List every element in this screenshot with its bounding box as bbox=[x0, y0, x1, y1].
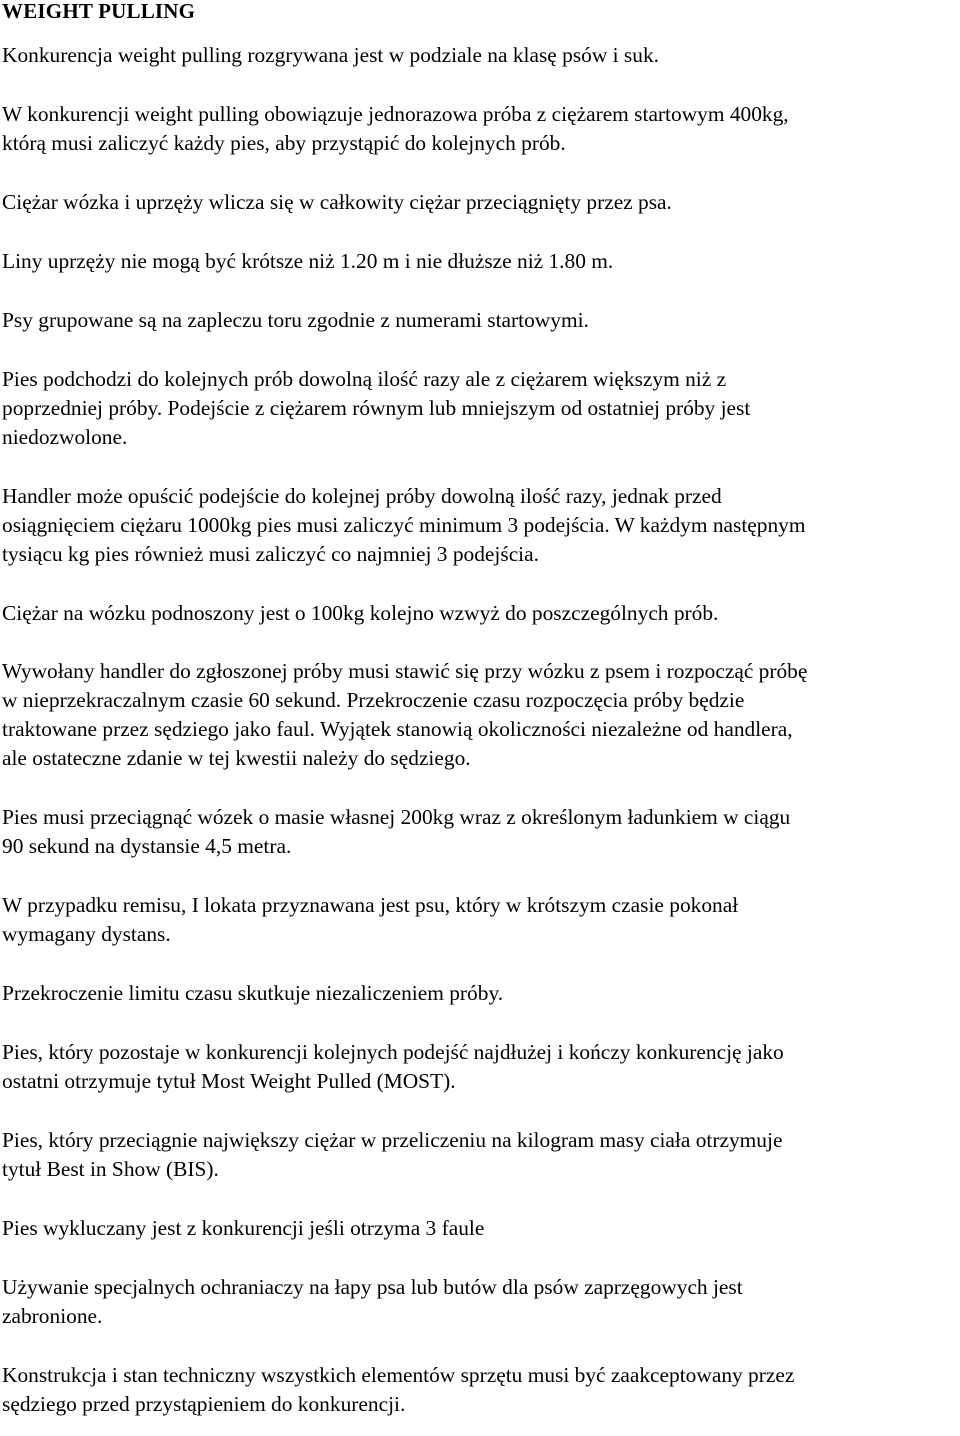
paragraph-line: Ciężar wózka i uprzęży wlicza się w całkowity ciężar przeciągnięty przez psa. bbox=[2, 190, 672, 214]
paragraph-line: poprzedniej próby. Podejście z ciężarem równym lub mniejszym od ostatniej próby jest bbox=[2, 396, 751, 420]
paragraph bbox=[2, 599, 718, 628]
paragraph bbox=[2, 247, 613, 276]
paragraph bbox=[2, 657, 807, 773]
paragraph-line: traktowane przez sędziego jako faul. Wyjątek stanowią okoliczności niezależne od handlera, bbox=[2, 717, 793, 741]
paragraph-line: Konkurencja weight pulling rozgrywana jest w podziale na klasę psów i suk. bbox=[2, 43, 659, 67]
paragraph bbox=[2, 306, 589, 335]
paragraph-line: Psy grupowane są na zapleczu toru zgodnie z numerami startowymi. bbox=[2, 308, 589, 332]
paragraph-line: Przekroczenie limitu czasu skutkuje niezaliczeniem próby. bbox=[2, 981, 504, 1005]
paragraph-line: Konstrukcja i stan techniczny wszystkich elementów sprzętu musi być zaakceptowany przez bbox=[2, 1363, 795, 1387]
paragraph-line: tytuł Best in Show (BIS). bbox=[2, 1157, 219, 1181]
paragraph-line: zabronione. bbox=[2, 1304, 103, 1328]
paragraph bbox=[2, 1361, 794, 1419]
paragraph-line: Pies, który pozostaje w konkurencji kolejnych podejść najdłużej i kończy konkurencję jako bbox=[2, 1040, 784, 1064]
paragraph bbox=[2, 1273, 743, 1331]
paragraph bbox=[2, 1126, 782, 1184]
paragraph-line: Handler może opuścić podejście do kolejnej próby dowolną ilość razy, jednak przed bbox=[2, 484, 722, 508]
paragraph bbox=[2, 1214, 484, 1243]
paragraph-line: niedozwolone. bbox=[2, 425, 128, 449]
paragraph-line: ostatni otrzymuje tytuł Most Weight Pulled (MOST). bbox=[2, 1069, 456, 1093]
paragraph-line: ale ostateczne zdanie w tej kwestii należy do sędziego. bbox=[2, 746, 471, 770]
paragraph-line: tysiącu kg pies również musi zaliczyć co najmniej 3 podejścia. bbox=[2, 542, 539, 566]
paragraph bbox=[2, 979, 503, 1008]
paragraph bbox=[2, 482, 806, 569]
document-page bbox=[2, 0, 952, 1416]
paragraph bbox=[2, 41, 659, 70]
paragraph-line: Używanie specjalnych ochraniaczy na łapy psa lub butów dla psów zaprzęgowych jest bbox=[2, 1275, 743, 1299]
paragraph bbox=[2, 891, 738, 949]
paragraph-line: sędziego przed przystąpieniem do konkurencji. bbox=[2, 1392, 406, 1416]
paragraph-line: którą musi zaliczyć każdy pies, aby przystąpić do kolejnych prób. bbox=[2, 131, 566, 155]
paragraph-line: osiągnięciem ciężaru 1000kg pies musi zaliczyć minimum 3 podejścia. W każdym następnym bbox=[2, 513, 806, 537]
paragraph-line: Pies musi przeciągnąć wózek o masie własnej 200kg wraz z określonym ładunkiem w ciągu bbox=[2, 805, 791, 829]
paragraph bbox=[2, 1038, 784, 1096]
paragraph-line: W przypadku remisu, I lokata przyznawana jest psu, który w krótszym czasie pokonał bbox=[2, 893, 739, 917]
paragraph-line: Liny uprzęży nie mogą być krótsze niż 1.20 m i nie dłuższe niż 1.80 m. bbox=[2, 249, 614, 273]
paragraph-line: 90 sekund na dystansie 4,5 metra. bbox=[2, 834, 292, 858]
paragraph-line: Pies podchodzi do kolejnych prób dowolną ilość razy ale z ciężarem większym niż z bbox=[2, 367, 727, 391]
paragraph-line: Wywołany handler do zgłoszonej próby musi stawić się przy wózku z psem i rozpocząć próbę bbox=[2, 659, 808, 683]
paragraph bbox=[2, 188, 672, 217]
paragraph bbox=[2, 803, 790, 861]
paragraph-line: Pies wykluczany jest z konkurencji jeśli otrzyma 3 faule bbox=[2, 1216, 485, 1240]
page-title: WEIGHT PULLING bbox=[2, 0, 196, 23]
paragraph-line: Ciężar na wózku podnoszony jest o 100kg kolejno wzwyż do poszczególnych prób. bbox=[2, 601, 719, 625]
paragraph-line: w nieprzekraczalnym czasie 60 sekund. Przekroczenie czasu rozpoczęcia próby będzie bbox=[2, 688, 745, 712]
paragraph-line: wymagany dystans. bbox=[2, 922, 171, 946]
paragraph-line: W konkurencji weight pulling obowiązuje jednorazowa próba z ciężarem startowym 400kg, bbox=[2, 102, 789, 126]
paragraph bbox=[2, 100, 789, 158]
paragraph bbox=[2, 365, 750, 452]
paragraph-line: Pies, który przeciągnie największy ciężar w przeliczeniu na kilogram masy ciała otrzymuje bbox=[2, 1128, 783, 1152]
